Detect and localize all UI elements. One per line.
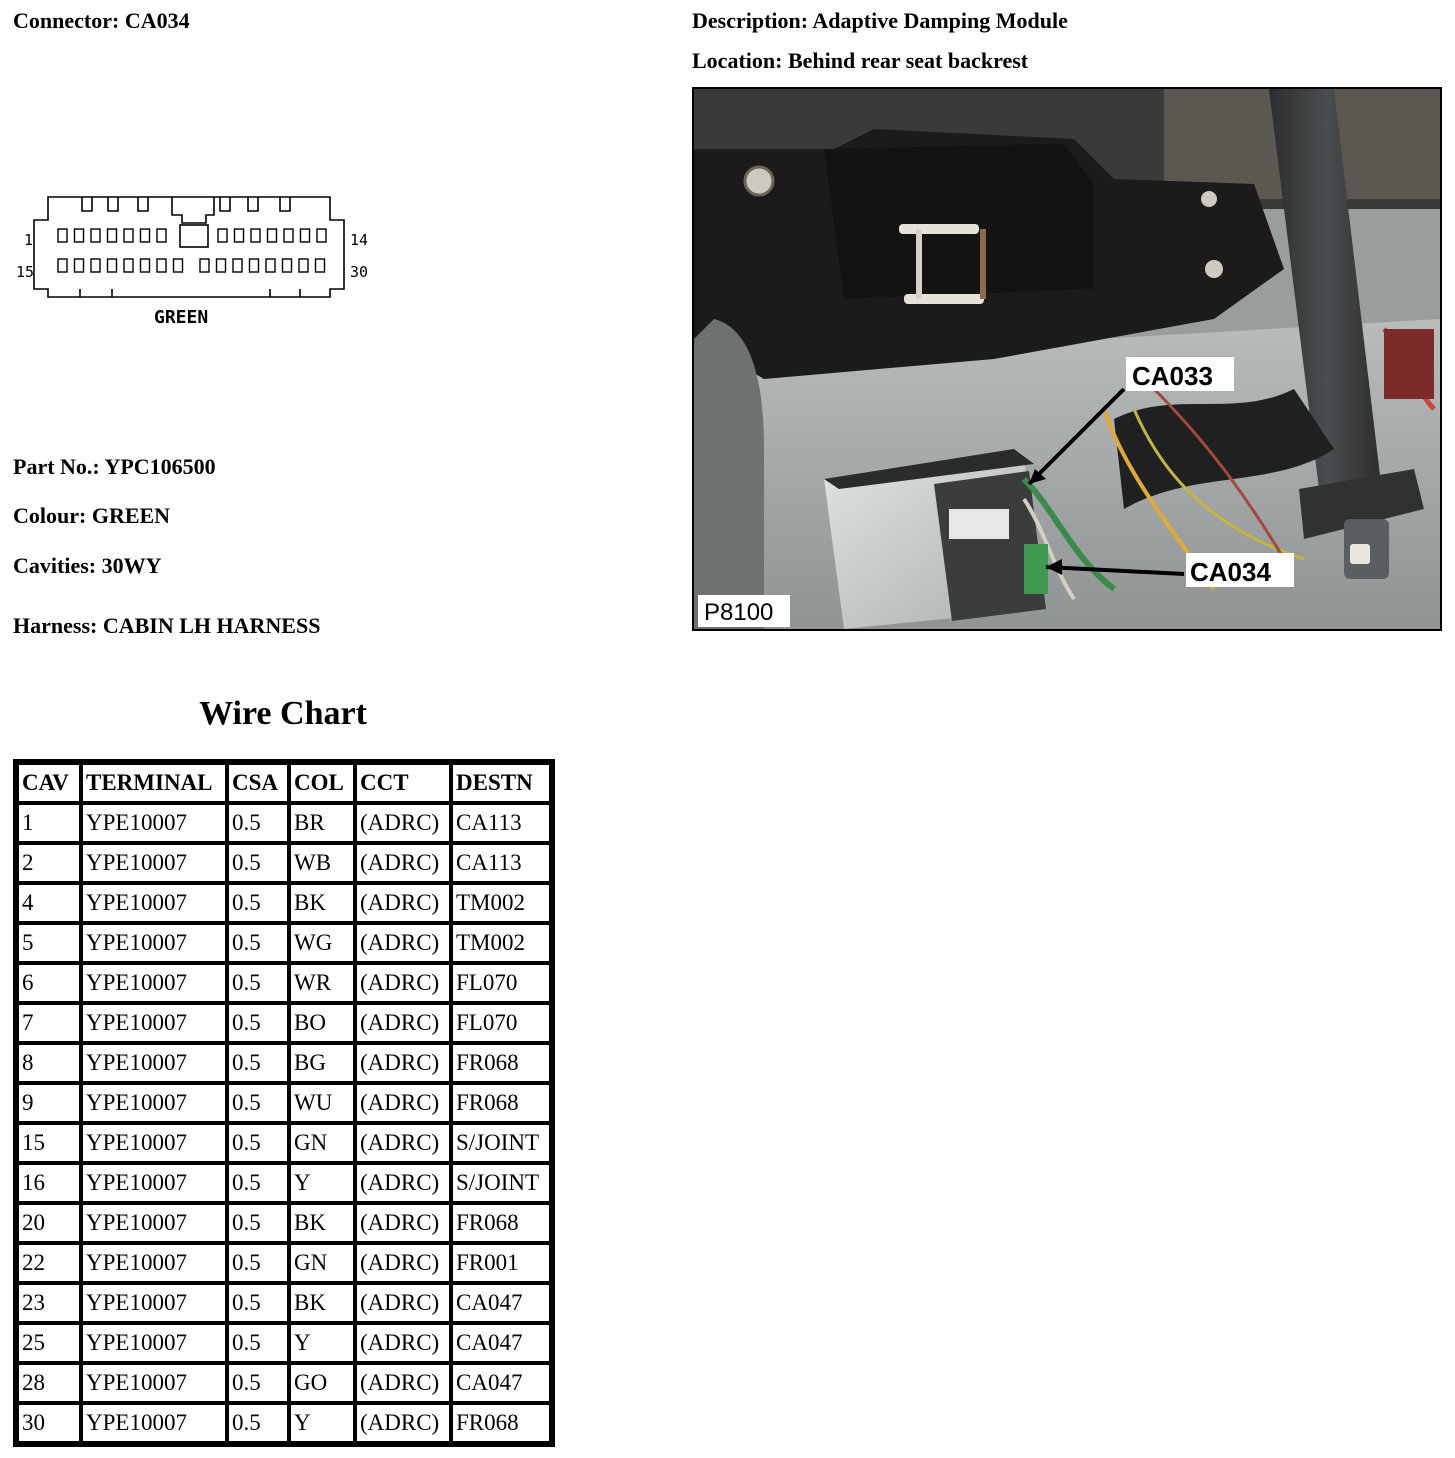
cell-cav: 6 bbox=[17, 963, 81, 1003]
pin-cavity bbox=[108, 259, 117, 272]
cell-destn: CA047 bbox=[451, 1283, 551, 1323]
pin-number-bottom-right: 30 bbox=[350, 263, 369, 281]
colour-line bbox=[13, 503, 170, 529]
table-row bbox=[17, 1403, 551, 1443]
table-row bbox=[17, 1203, 551, 1243]
cell-col: GO bbox=[289, 1363, 355, 1403]
part-label: Part No.: bbox=[13, 454, 100, 479]
cell-cct: (ADRC) bbox=[355, 1043, 451, 1083]
cell-destn: CA047 bbox=[451, 1363, 551, 1403]
cell-cav: 25 bbox=[17, 1323, 81, 1363]
cell-cav: 28 bbox=[17, 1363, 81, 1403]
cell-col: GN bbox=[289, 1243, 355, 1283]
cell-destn: FR068 bbox=[451, 1083, 551, 1123]
cell-csa: 0.5 bbox=[227, 1003, 289, 1043]
cell-cav: 22 bbox=[17, 1243, 81, 1283]
cell-terminal: YPE10007 bbox=[81, 883, 227, 923]
pin-cavity bbox=[91, 229, 100, 242]
table-row bbox=[17, 843, 551, 883]
cell-destn: CA113 bbox=[451, 843, 551, 883]
callout-ca034: CA034 bbox=[1190, 557, 1271, 587]
cell-destn: FL070 bbox=[451, 1003, 551, 1043]
cell-terminal: YPE10007 bbox=[81, 1243, 227, 1283]
cell-col: Y bbox=[289, 1163, 355, 1203]
table-row bbox=[17, 1043, 551, 1083]
cell-col: BK bbox=[289, 1203, 355, 1243]
cell-terminal: YPE10007 bbox=[81, 1083, 227, 1123]
cell-csa: 0.5 bbox=[227, 923, 289, 963]
cavities-label: Cavities: bbox=[13, 553, 97, 578]
pin-cavity bbox=[268, 229, 277, 242]
cell-col: WU bbox=[289, 1083, 355, 1123]
pin-cavity bbox=[141, 229, 150, 242]
connector-value: CA034 bbox=[124, 8, 190, 33]
cell-cct: (ADRC) bbox=[355, 963, 451, 1003]
pin-cavity bbox=[174, 259, 183, 272]
pin-cavity bbox=[218, 229, 227, 242]
cell-csa: 0.5 bbox=[227, 963, 289, 1003]
description-line bbox=[692, 8, 1068, 34]
colour-label: Colour: bbox=[13, 503, 87, 528]
table-row bbox=[17, 1243, 551, 1283]
cell-terminal: YPE10007 bbox=[81, 1403, 227, 1443]
pin-cavity bbox=[91, 259, 100, 272]
connector-line bbox=[13, 8, 190, 34]
pin-cavity bbox=[124, 259, 133, 272]
location-line bbox=[692, 48, 1028, 74]
pin-number-top-right: 14 bbox=[350, 231, 369, 249]
cell-cav: 8 bbox=[17, 1043, 81, 1083]
cell-destn: FR068 bbox=[451, 1203, 551, 1243]
wire-chart-body bbox=[17, 803, 551, 1443]
cell-cct: (ADRC) bbox=[355, 1123, 451, 1163]
cell-terminal: YPE10007 bbox=[81, 1283, 227, 1323]
cell-cav: 1 bbox=[17, 803, 81, 843]
cell-csa: 0.5 bbox=[227, 883, 289, 923]
pin-cavity bbox=[157, 259, 166, 272]
pin-cavity bbox=[250, 259, 259, 272]
cell-csa: 0.5 bbox=[227, 1283, 289, 1323]
cell-terminal: YPE10007 bbox=[81, 1203, 227, 1243]
table-row bbox=[17, 883, 551, 923]
cell-col: WB bbox=[289, 843, 355, 883]
table-row bbox=[17, 1283, 551, 1323]
cell-cct: (ADRC) bbox=[355, 843, 451, 883]
cell-destn: FR001 bbox=[451, 1243, 551, 1283]
pin-number-top-left: 1 bbox=[24, 231, 34, 249]
callout-ca033: CA033 bbox=[1132, 361, 1213, 391]
cell-cct: (ADRC) bbox=[355, 1083, 451, 1123]
connector-diagram bbox=[10, 185, 390, 335]
cell-destn: TM002 bbox=[451, 923, 551, 963]
cell-cct: (ADRC) bbox=[355, 1163, 451, 1203]
location-photo-illustration bbox=[694, 89, 1440, 629]
cell-terminal: YPE10007 bbox=[81, 803, 227, 843]
cell-cav: 5 bbox=[17, 923, 81, 963]
cell-destn: FL070 bbox=[451, 963, 551, 1003]
cell-cav: 20 bbox=[17, 1203, 81, 1243]
cell-csa: 0.5 bbox=[227, 803, 289, 843]
cell-destn: S/JOINT bbox=[451, 1163, 551, 1203]
pin-cavity bbox=[124, 229, 133, 242]
cell-cct: (ADRC) bbox=[355, 923, 451, 963]
cell-terminal: YPE10007 bbox=[81, 1003, 227, 1043]
description-label: Description: bbox=[692, 8, 809, 33]
cell-cav: 7 bbox=[17, 1003, 81, 1043]
pin-cavity bbox=[317, 229, 326, 242]
pin-cavity bbox=[251, 229, 260, 242]
photo-reference: P8100 bbox=[704, 599, 774, 626]
pin-cavity bbox=[283, 259, 292, 272]
connector-colour-text: GREEN bbox=[154, 307, 209, 328]
cell-destn: S/JOINT bbox=[451, 1123, 551, 1163]
cell-cav: 23 bbox=[17, 1283, 81, 1323]
cell-col: BR bbox=[289, 803, 355, 843]
cell-cct: (ADRC) bbox=[355, 1243, 451, 1283]
part-number-line bbox=[13, 454, 216, 480]
cell-destn: FR068 bbox=[451, 1403, 551, 1443]
cell-cct: (ADRC) bbox=[355, 1323, 451, 1363]
pin-cavity bbox=[284, 229, 293, 242]
location-photo bbox=[692, 87, 1442, 631]
cell-cct: (ADRC) bbox=[355, 1403, 451, 1443]
pin-number-bottom-left: 15 bbox=[16, 263, 35, 281]
pin-cavity bbox=[266, 259, 275, 272]
harness-label: Harness: bbox=[13, 613, 98, 638]
pin-cavity bbox=[75, 259, 84, 272]
cell-col: BO bbox=[289, 1003, 355, 1043]
cell-cct: (ADRC) bbox=[355, 1363, 451, 1403]
description-value: Adaptive Damping Module bbox=[812, 8, 1068, 33]
header-cct: CCT bbox=[355, 763, 451, 803]
connector-pins bbox=[58, 229, 326, 272]
table-row bbox=[17, 1163, 551, 1203]
wire-chart-title: Wire Chart bbox=[199, 695, 367, 732]
cell-col: GN bbox=[289, 1123, 355, 1163]
cell-cct: (ADRC) bbox=[355, 883, 451, 923]
cell-csa: 0.5 bbox=[227, 1403, 289, 1443]
cell-terminal: YPE10007 bbox=[81, 923, 227, 963]
pin-cavity bbox=[58, 229, 67, 242]
table-row bbox=[17, 963, 551, 1003]
cell-col: WG bbox=[289, 923, 355, 963]
table-row bbox=[17, 923, 551, 963]
header-destn: DESTN bbox=[451, 763, 551, 803]
pin-cavity bbox=[235, 229, 244, 242]
cell-csa: 0.5 bbox=[227, 1163, 289, 1203]
cell-csa: 0.5 bbox=[227, 1323, 289, 1363]
header-terminal: TERMINAL bbox=[81, 763, 227, 803]
pin-cavity bbox=[316, 259, 325, 272]
wire-chart-table bbox=[13, 759, 555, 1447]
cell-csa: 0.5 bbox=[227, 1083, 289, 1123]
pin-cavity bbox=[299, 259, 308, 272]
cell-col: BK bbox=[289, 883, 355, 923]
table-row bbox=[17, 1123, 551, 1163]
cell-terminal: YPE10007 bbox=[81, 963, 227, 1003]
cell-destn: TM002 bbox=[451, 883, 551, 923]
table-row bbox=[17, 803, 551, 843]
cell-cct: (ADRC) bbox=[355, 1003, 451, 1043]
pin-cavity bbox=[58, 259, 67, 272]
cell-csa: 0.5 bbox=[227, 1123, 289, 1163]
cell-cav: 30 bbox=[17, 1403, 81, 1443]
table-row bbox=[17, 1083, 551, 1123]
harness-line bbox=[13, 613, 320, 639]
cell-csa: 0.5 bbox=[227, 1203, 289, 1243]
cell-terminal: YPE10007 bbox=[81, 1163, 227, 1203]
pin-cavity bbox=[217, 259, 226, 272]
part-value: YPC106500 bbox=[104, 454, 216, 479]
header-col: COL bbox=[289, 763, 355, 803]
connector-label: Connector: bbox=[13, 8, 120, 33]
cell-destn: CA113 bbox=[451, 803, 551, 843]
location-label: Location: bbox=[692, 48, 783, 73]
pin-cavity bbox=[200, 259, 209, 272]
pin-cavity bbox=[141, 259, 150, 272]
table-header-row bbox=[17, 763, 551, 803]
location-value: Behind rear seat backrest bbox=[787, 48, 1029, 73]
table-row bbox=[17, 1003, 551, 1043]
cell-csa: 0.5 bbox=[227, 1043, 289, 1083]
cell-terminal: YPE10007 bbox=[81, 1043, 227, 1083]
cell-col: Y bbox=[289, 1323, 355, 1363]
cell-cct: (ADRC) bbox=[355, 803, 451, 843]
colour-value: GREEN bbox=[91, 503, 171, 528]
harness-value: CABIN LH HARNESS bbox=[102, 613, 321, 638]
header-csa: CSA bbox=[227, 763, 289, 803]
pin-cavity bbox=[301, 229, 310, 242]
cell-cav: 15 bbox=[17, 1123, 81, 1163]
cavities-line bbox=[13, 553, 161, 579]
pin-cavity bbox=[75, 229, 84, 242]
pin-cavity bbox=[157, 229, 166, 242]
pin-cavity bbox=[108, 229, 117, 242]
cell-cav: 4 bbox=[17, 883, 81, 923]
cell-cav: 9 bbox=[17, 1083, 81, 1123]
cell-terminal: YPE10007 bbox=[81, 843, 227, 883]
cell-cav: 16 bbox=[17, 1163, 81, 1203]
pin-cavity bbox=[233, 259, 242, 272]
cell-terminal: YPE10007 bbox=[81, 1323, 227, 1363]
cell-csa: 0.5 bbox=[227, 1243, 289, 1283]
table-row bbox=[17, 1323, 551, 1363]
table-row bbox=[17, 1363, 551, 1403]
cell-csa: 0.5 bbox=[227, 1363, 289, 1403]
cell-col: WR bbox=[289, 963, 355, 1003]
cell-destn: CA047 bbox=[451, 1323, 551, 1363]
cell-cct: (ADRC) bbox=[355, 1203, 451, 1243]
header-cav: CAV bbox=[17, 763, 81, 803]
cell-terminal: YPE10007 bbox=[81, 1123, 227, 1163]
cell-csa: 0.5 bbox=[227, 843, 289, 883]
cell-cct: (ADRC) bbox=[355, 1283, 451, 1323]
cell-terminal: YPE10007 bbox=[81, 1363, 227, 1403]
cavities-value: 30WY bbox=[101, 553, 162, 578]
cell-cav: 2 bbox=[17, 843, 81, 883]
cell-destn: FR068 bbox=[451, 1043, 551, 1083]
cell-col: BK bbox=[289, 1283, 355, 1323]
cell-col: Y bbox=[289, 1403, 355, 1443]
cell-col: BG bbox=[289, 1043, 355, 1083]
